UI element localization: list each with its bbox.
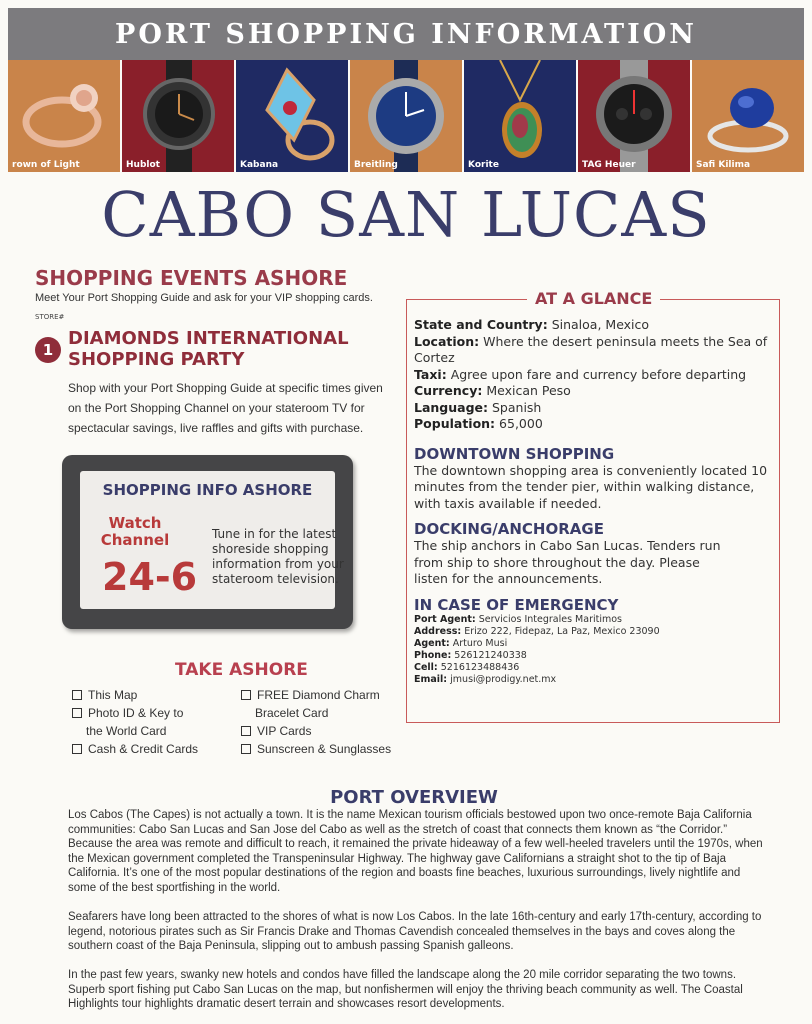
ring-icon <box>692 60 804 172</box>
store-label: STORE# <box>35 313 65 321</box>
event-number-badge: 1 <box>35 337 61 363</box>
brand-label: Kabana <box>240 160 279 170</box>
checkbox-icon <box>72 690 82 700</box>
brand-tile[interactable] <box>236 60 350 172</box>
brand-strip <box>8 60 804 172</box>
overview-paragraph-1: Los Cabos (The Capes) is not actually a town. It is the name Mexican tourism officials bestowed upon two once-remote Baja California communities: Cabo San Lucas and San Jose del Cabo as well as the stretch of coast that connects them known as “the Corridor.” Because the area was remote and difficult to reach, it remained the private hideaway of a few well-heeled travelers until the 1970s, when the Mexican government completed the Transpeninsular Highway. The highway gave Californians a straight shot to the tip of Baja California. It’s one of the most popular destinations of the region and boasts fine beaches, luxurious surroundings, lively nightlife and some of the best sportfishing in the world. <box>68 809 763 894</box>
brand-tile[interactable] <box>692 60 804 172</box>
email-row: Email: jmusi@prodigy.net.mx <box>414 673 557 685</box>
taxi-row: Taxi: Agree upon fare and currency before departing <box>414 366 747 382</box>
checkbox-icon <box>72 708 82 718</box>
brand-label: TAG Heuer <box>582 160 636 170</box>
channel-number: 24-6 <box>102 555 198 599</box>
brand-label: Breitling <box>354 160 398 170</box>
at-a-glance-box <box>406 289 780 723</box>
checklist-item: Cash & Credit Cards <box>72 740 198 758</box>
take-ashore-list-right <box>241 686 391 758</box>
brand-label: rown of Light <box>12 160 80 170</box>
state-row: State and Country: Sinaloa, Mexico <box>414 317 650 332</box>
pendant-icon <box>464 60 576 172</box>
emergency-heading: IN CASE OF EMERGENCY <box>414 595 619 614</box>
brand-tile[interactable] <box>578 60 692 172</box>
tv-title: SHOPPING INFO ASHORE <box>102 481 313 499</box>
checklist-item-continued: the World Card <box>86 724 167 738</box>
take-ashore-heading: TAKE ASHORE <box>175 660 308 680</box>
docking-text: The ship anchors in Cabo San Lucas. Tenders run from ship to shore throughout the day. Please listen for the announcements. <box>414 538 721 586</box>
downtown-text: The downtown shopping area is conveniently located 10 minutes from the tender pier, within walking distance, with taxis available if needed. <box>414 462 768 511</box>
brand-tile[interactable] <box>122 60 236 172</box>
tv-graphic <box>62 455 353 629</box>
address-row: Address: Erizo 222, Fidepaz, La Paz, Mexico 23090 <box>414 625 660 637</box>
party-title: DIAMONDS INTERNATIONAL SHOPPING PARTY <box>68 328 349 370</box>
header-banner <box>8 8 804 60</box>
shopping-events-subtitle: Meet Your Port Shopping Guide and ask for your VIP shopping cards. <box>35 292 373 304</box>
take-ashore-list-left <box>72 686 198 758</box>
ring-icon <box>8 60 120 172</box>
checklist-item: Photo ID & Key to <box>72 704 198 722</box>
watch-channel-label: Watch Channel <box>100 514 170 549</box>
agent-row: Agent: Arturo Musi <box>414 637 508 649</box>
language-row: Language: Spanish <box>414 399 542 415</box>
shopping-events-heading: SHOPPING EVENTS ASHORE <box>35 266 348 290</box>
port-overview-heading: PORT OVERVIEW <box>330 787 498 808</box>
brand-label: Korite <box>468 160 499 170</box>
location-row: Location: Where the desert peninsula meets the Sea of Cortez <box>414 333 768 365</box>
brand-tile[interactable] <box>8 60 122 172</box>
at-a-glance-heading: AT A GLANCE <box>527 289 660 308</box>
checklist-item: This Map <box>72 686 198 704</box>
downtown-heading: DOWNTOWN SHOPPING <box>414 444 615 463</box>
overview-paragraph-3: In the past few years, swanky new hotels and condos have filled the landscape along the 20 mile corridor separating the two towns. Superb sport fishing put Cabo San Lucas on the map, but nonfishermen will enjoy the thriving beach community as well. The Coastal Highlights tour highlights dramatic desert terrain and showcases resort developments. <box>68 969 743 1010</box>
brand-label: Hublot <box>126 160 160 170</box>
checkbox-icon <box>241 690 251 700</box>
checkbox-icon <box>241 726 251 736</box>
brand-tile[interactable] <box>350 60 464 172</box>
checklist-item: Sunscreen & Sunglasses <box>241 740 391 758</box>
ring-icon <box>236 60 348 172</box>
city-heading: CABO SAN LUCAS <box>101 178 711 251</box>
checkbox-icon <box>241 744 251 754</box>
cell-row: Cell: 5216123488436 <box>414 661 520 673</box>
brand-label: Safi Kilima <box>696 160 751 170</box>
checklist-item-continued: Bracelet Card <box>255 706 329 720</box>
checklist-item: FREE Diamond Charm <box>241 686 391 704</box>
port-agent-row: Port Agent: Servicios Integrales Maritimos <box>414 613 622 625</box>
watch-icon <box>122 60 234 172</box>
watch-icon <box>578 60 690 172</box>
docking-heading: DOCKING/ANCHORAGE <box>414 520 604 538</box>
party-description: Shop with your Port Shopping Guide at specific times given on the Port Shopping Channel on your stateroom TV for spectacular savings, live raffles and gifts with purchase. <box>68 381 383 435</box>
population-row: Population: 65,000 <box>414 416 543 431</box>
currency-row: Currency: Mexican Peso <box>414 383 571 398</box>
checklist-item: VIP Cards <box>241 722 391 740</box>
brand-tile[interactable] <box>464 60 578 172</box>
page-title: PORT SHOPPING INFORMATION <box>115 18 697 50</box>
watch-icon <box>350 60 462 172</box>
checkbox-icon <box>72 744 82 754</box>
phone-row: Phone: 526121240338 <box>414 649 527 661</box>
tv-screen <box>80 471 344 609</box>
tv-description: Tune in for the latest shoreside shopping information from your stateroom television. <box>212 527 344 586</box>
overview-paragraph-2: Seafarers have long been attracted to the shores of what is now Los Cabos. In the late 16th-century and early 17th-century, according to legend, notorious pirates such as Sir Francis Drake and Thomas Cavendish concealed themselves in the bays and coves along the southern coast of the Baja Peninsula, slipping out to ambush passing Spanish galleons. <box>68 911 762 952</box>
